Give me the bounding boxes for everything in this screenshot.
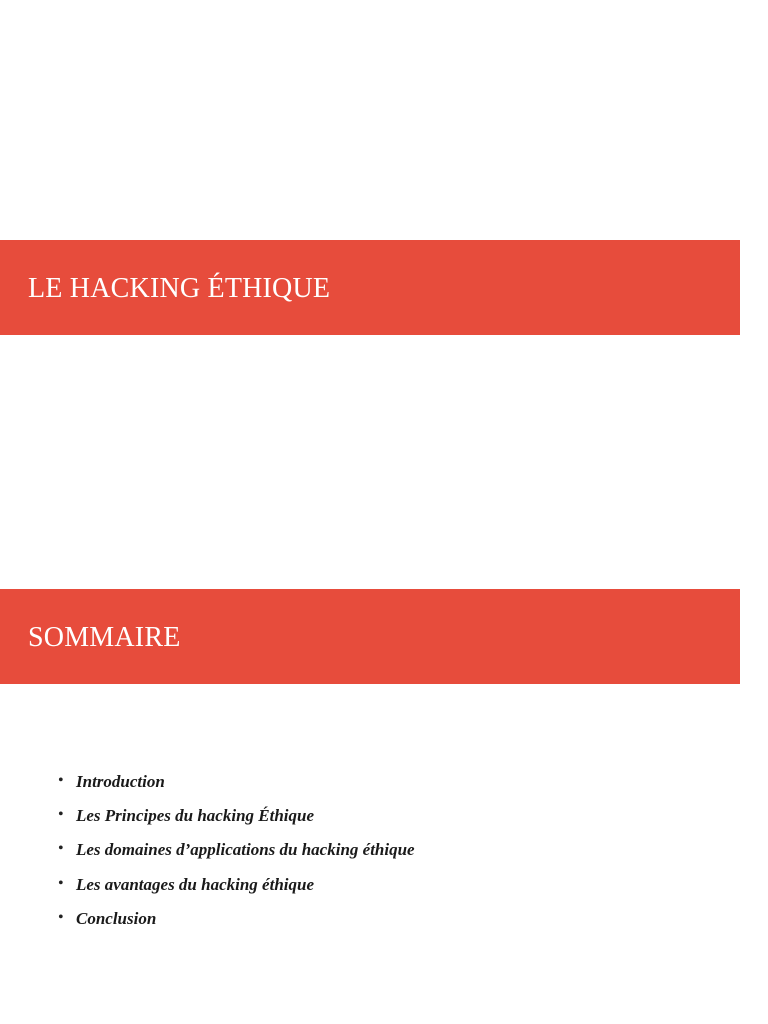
- toc-label: Les domaines d’applications du hacking éthique: [76, 840, 415, 860]
- toc-item-avantages: [58, 875, 415, 909]
- toc-label: Conclusion: [76, 908, 157, 928]
- document-title: LE HACKING ÉTHIQUE: [28, 272, 331, 304]
- toc-item-domaines: [58, 840, 415, 874]
- toc-label: Les avantages du hacking éthique: [76, 874, 315, 894]
- bullet-icon: •: [58, 806, 64, 824]
- table-of-contents: [58, 772, 415, 943]
- section-title: SOMMAIRE: [28, 621, 181, 653]
- toc-item-principes: [58, 806, 415, 840]
- title-banner: [0, 240, 740, 335]
- bullet-icon: •: [58, 908, 64, 926]
- section-banner: [0, 589, 740, 684]
- toc-label: Les Principes du hacking Éthique: [76, 806, 315, 826]
- bullet-icon: •: [58, 874, 64, 892]
- toc-item-introduction: [58, 772, 415, 806]
- bullet-icon: •: [58, 772, 64, 789]
- toc-label: Introduction: [76, 772, 165, 791]
- toc-item-conclusion: [58, 909, 415, 943]
- bullet-icon: •: [58, 840, 64, 858]
